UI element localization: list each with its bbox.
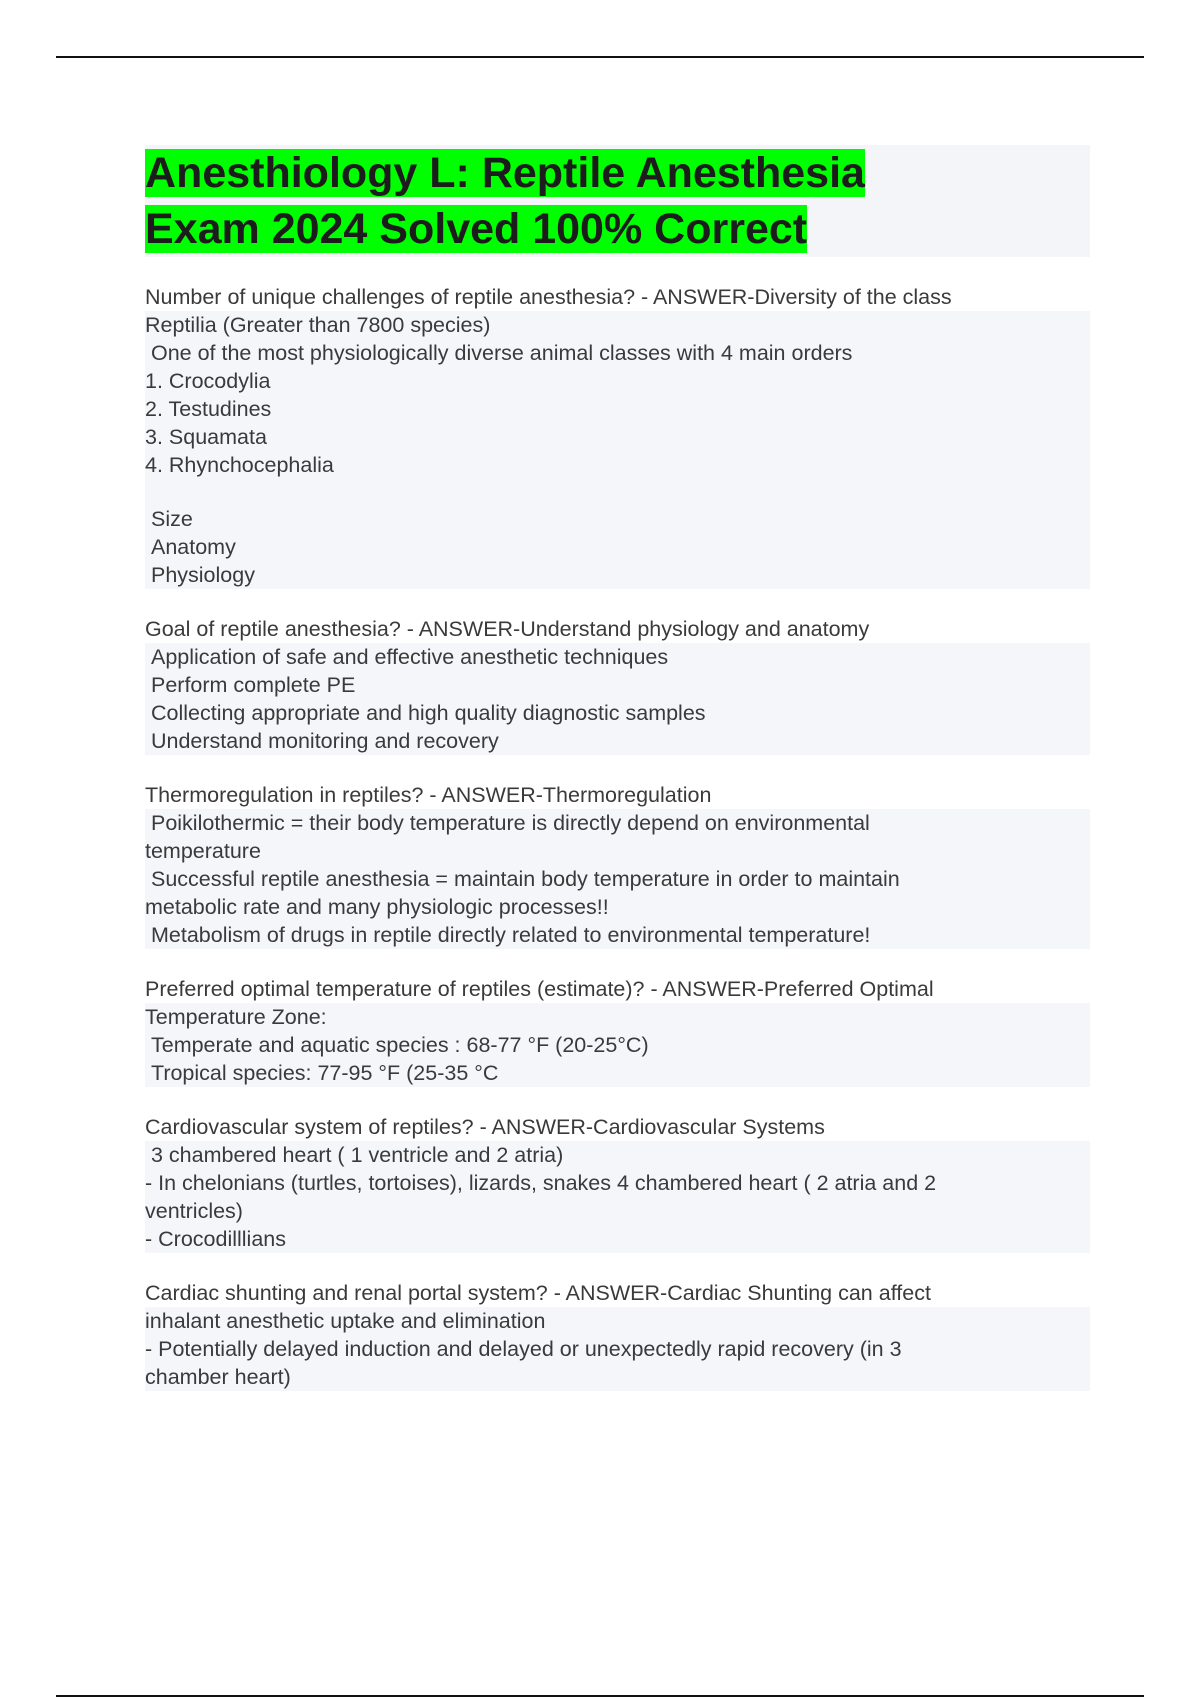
qa-answer-line: 3. Squamata — [145, 423, 1090, 451]
qa-question-line: Preferred optimal temperature of reptiles (estimate)? - ANSWER-Preferred Optimal — [145, 977, 934, 1001]
qa-answer-line: 2. Testudines — [145, 395, 1090, 423]
qa-answer-line: Collecting appropriate and high quality diagnostic samples — [145, 699, 1090, 727]
qa-answer-line: chamber heart) — [145, 1363, 1090, 1391]
qa-answer-line: ventricles) — [145, 1197, 1090, 1225]
qa-answer-line: Reptilia (Greater than 7800 species) — [145, 311, 1090, 339]
title-block — [145, 145, 1090, 257]
qa-answer-line: One of the most physiologically diverse animal classes with 4 main orders — [145, 339, 1090, 367]
qa-answer-line: Perform complete PE — [145, 671, 1090, 699]
qa-answer-line: inhalant anesthetic uptake and elimination — [145, 1307, 1090, 1335]
qa-item — [145, 1279, 1090, 1391]
qa-answer-line: Size — [145, 505, 1090, 533]
qa-question-line: Number of unique challenges of reptile anesthesia? - ANSWER-Diversity of the class — [145, 285, 952, 309]
qa-answer-line: - Crocodilllians — [145, 1225, 1090, 1253]
qa-question-line: Cardiovascular system of reptiles? - ANSWER-Cardiovascular Systems — [145, 1115, 825, 1139]
qa-answer-line: Metabolism of drugs in reptile directly related to environmental temperature! — [145, 921, 1090, 949]
qa-answer-line: Understand monitoring and recovery — [145, 727, 1090, 755]
qa-item — [145, 283, 1090, 589]
qa-answer-line: Poikilothermic = their body temperature is directly depend on environmental — [145, 809, 1090, 837]
qa-answer-line: Physiology — [145, 561, 1090, 589]
qa-item — [145, 975, 1090, 1087]
qa-question-line: Thermoregulation in reptiles? - ANSWER-Thermoregulation — [145, 783, 712, 807]
qa-answer-line: Temperature Zone: — [145, 1003, 1090, 1031]
document-title — [145, 145, 1090, 257]
qa-question-line: Goal of reptile anesthesia? - ANSWER-Understand physiology and anatomy — [145, 617, 870, 641]
qa-answer-line: temperature — [145, 837, 1090, 865]
qa-answer-line: Successful reptile anesthesia = maintain body temperature in order to maintain — [145, 865, 1090, 893]
qa-list — [145, 283, 1090, 1391]
qa-answer-line: Application of safe and effective anesthetic techniques — [145, 643, 1090, 671]
qa-answer-line: metabolic rate and many physiologic processes!! — [145, 893, 1090, 921]
document-body — [145, 145, 1090, 1417]
bottom-rule — [56, 1695, 1144, 1697]
qa-answer-line: 3 chambered heart ( 1 ventricle and 2 atria) — [145, 1141, 1090, 1169]
qa-answer-line: Tropical species: 77-95 °F (25-35 °C — [145, 1059, 1090, 1087]
qa-question-line: Cardiac shunting and renal portal system? - ANSWER-Cardiac Shunting can affect — [145, 1281, 931, 1305]
qa-answer-line: Anatomy — [145, 533, 1090, 561]
qa-item — [145, 615, 1090, 755]
qa-answer-line — [145, 479, 1090, 505]
qa-answer-line: - Potentially delayed induction and delayed or unexpectedly rapid recovery (in 3 — [145, 1335, 1090, 1363]
qa-item — [145, 1113, 1090, 1253]
top-rule — [56, 56, 1144, 58]
qa-answer-line: - In chelonians (turtles, tortoises), lizards, snakes 4 chambered heart ( 2 atria and 2 — [145, 1169, 1090, 1197]
qa-answer-line: 1. Crocodylia — [145, 367, 1090, 395]
qa-answer-line: Temperate and aquatic species : 68-77 °F (20-25°C) — [145, 1031, 1090, 1059]
title-line-2: Exam 2024 Solved 100% Correct — [145, 205, 808, 253]
qa-answer-line: 4. Rhynchocephalia — [145, 451, 1090, 479]
qa-item — [145, 781, 1090, 949]
title-line-1: Anesthiology L: Reptile Anesthesia — [145, 149, 865, 197]
